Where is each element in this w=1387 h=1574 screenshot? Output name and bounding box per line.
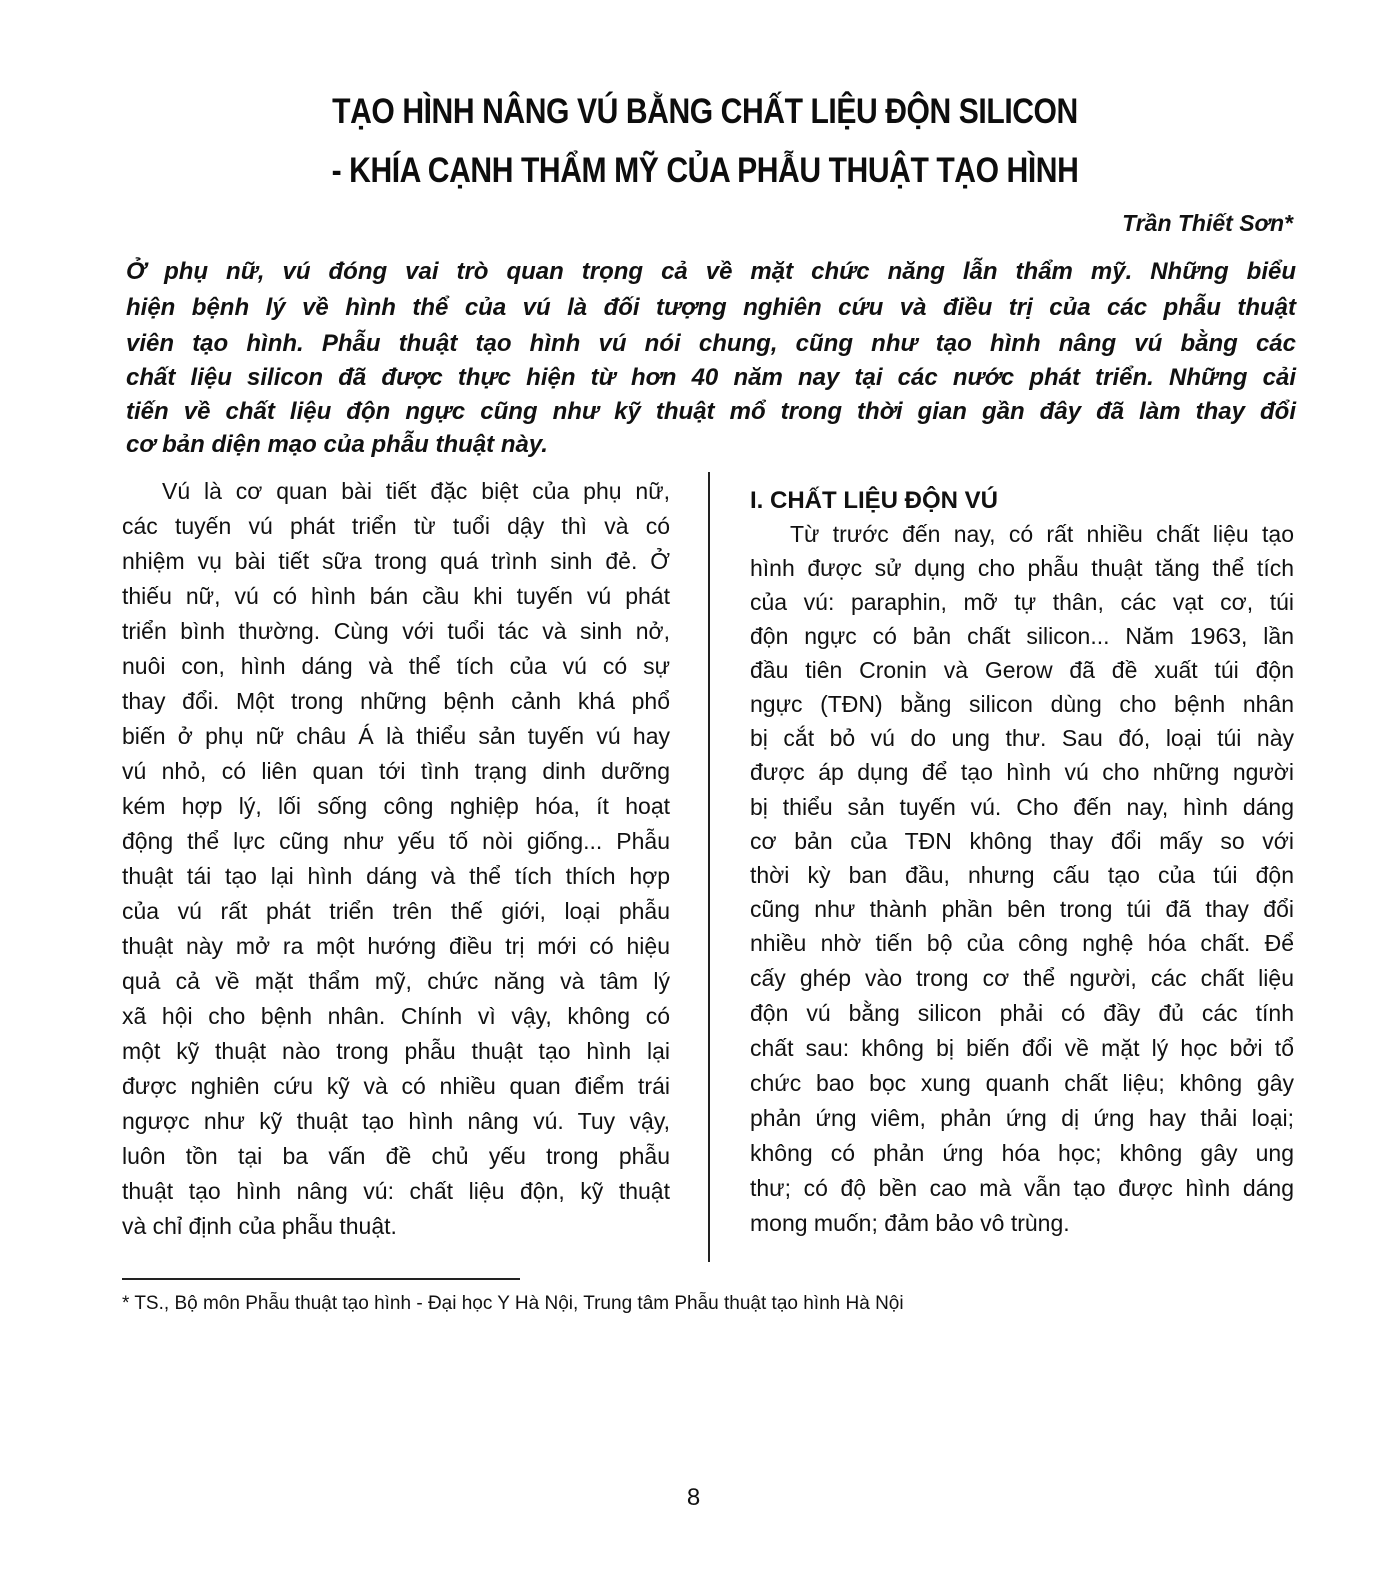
paragraph-line: quả cả về mặt thẩm mỹ, chức năng và tâm lý [122, 968, 670, 994]
paragraph-line: Từ trước đến nay, có rất nhiều chất liệu tạo [790, 521, 1294, 547]
paragraph-line: độn vú bằng silicon phải có đầy đủ các tính [750, 1000, 1294, 1026]
author-name: Trần Thiết Sơn* [1122, 210, 1293, 236]
paragraph-line: vú nhỏ, có liên quan tới tình trạng dinh dưỡng [122, 758, 670, 784]
paragraph-line: được nghiên cứu kỹ và có nhiều quan điểm trái [122, 1073, 670, 1099]
section-heading: I. CHẤT LIỆU ĐỘN VÚ [750, 487, 999, 514]
paragraph-line: ngược như kỹ thuật tạo hình nâng vú. Tuy vậy, [122, 1108, 670, 1134]
paragraph-line: nhiệm vụ bài tiết sữa trong quá trình sinh đẻ. Ở [122, 548, 670, 574]
title-line-1: TẠO HÌNH NÂNG VÚ BẰNG CHẤT LIỆU ĐỘN SILICON [332, 92, 1078, 131]
footnote: * TS., Bộ môn Phẫu thuật tạo hình - Đại học Y Hà Nội, Trung tâm Phẫu thuật tạo hình Hà Nội [122, 1293, 904, 1314]
title-line-2: - KHÍA CẠNH THẨM MỸ CỦA PHẪU THUẬT TẠO HÌNH [331, 151, 1079, 190]
paragraph-line: thời kỳ ban đầu, nhưng cấu tạo của túi độn [750, 862, 1294, 888]
paragraph-line: thư; có độ bền cao mà vẫn tạo được hình dáng [750, 1175, 1294, 1201]
paragraph-line: bị cắt bỏ vú do ung thư. Sau đó, loại túi này [750, 725, 1294, 751]
page-number: 8 [686, 1484, 701, 1511]
paragraph-line: một kỹ thuật nào trong phẫu thuật tạo hình lại [122, 1038, 670, 1064]
paragraph-line: Vú là cơ quan bài tiết đặc biệt của phụ nữ, [162, 478, 670, 504]
abstract-line: Ở phụ nữ, vú đóng vai trò quan trọng cả về mặt chức năng lẫn thẩm mỹ. Những biểu [126, 258, 1296, 285]
paragraph-line: luôn tồn tại ba vấn đề chủ yếu trong phẫu [122, 1143, 670, 1169]
abstract-line: viên tạo hình. Phẫu thuật tạo hình vú nói chung, cũng như tạo hình nâng vú bằng các [126, 330, 1296, 357]
paragraph-line: cấy ghép vào trong cơ thể người, các chất liệu [750, 965, 1294, 991]
paragraph-line: thuật tạo hình nâng vú: chất liệu độn, kỹ thuật [122, 1178, 670, 1204]
paragraph-line: của vú: paraphin, mỡ tự thân, các vạt cơ, túi [750, 589, 1294, 615]
paragraph-line: và chỉ định của phẫu thuật. [122, 1213, 397, 1239]
paragraph-line: bị thiểu sản tuyến vú. Cho đến nay, hình dáng [750, 794, 1294, 820]
paragraph-line: độn ngực có bản chất silicon... Năm 1963, lần [750, 623, 1294, 649]
paragraph-line: cũng như thành phần bên trong túi đã thay đổi [750, 896, 1294, 922]
paragraph-line: đầu tiên Cronin và Gerow đã đề xuất túi độn [750, 657, 1294, 683]
paragraph-line: ngực (TĐN) bằng silicon dùng cho bệnh nhân [750, 691, 1294, 717]
column-divider [708, 472, 710, 1262]
paragraph-line: chất sau: không bị biến đổi về mặt lý học bởi tổ [750, 1035, 1294, 1061]
paragraph-line: xã hội cho bệnh nhân. Chính vì vậy, không có [122, 1003, 670, 1029]
paragraph-line: các tuyến vú phát triển từ tuổi dậy thì và có [122, 513, 670, 539]
abstract-line: cơ bản diện mạo của phẫu thuật này. [126, 431, 548, 458]
paragraph-line: mong muốn; đảm bảo vô trùng. [750, 1210, 1070, 1236]
paragraph-line: cơ bản của TĐN không thay đổi mấy so với [750, 828, 1294, 854]
paragraph-line: của vú rất phát triển trên thế giới, loại phẫu [122, 898, 670, 924]
paragraph-line: thuật tái tạo lại hình dáng và thể tích thích hợp [122, 863, 670, 889]
abstract-line: hiện bệnh lý về hình thể của vú là đối tượng nghiên cứu và điều trị của các phẫu thuật [126, 294, 1296, 321]
paragraph-line: triển bình thường. Cùng với tuổi tác và sinh nở, [122, 618, 670, 644]
paragraph-line: thiếu nữ, vú có hình bán cầu khi tuyến vú phát [122, 583, 670, 609]
paragraph-line: chức bao bọc xung quanh chất liệu; không gây [750, 1070, 1294, 1096]
paragraph-line: động thể lực cũng như yếu tố nòi giống... Phẫu [122, 828, 670, 854]
paragraph-line: phản ứng viêm, phản ứng dị ứng hay thải loại; [750, 1105, 1294, 1131]
paragraph-line: thay đổi. Một trong những bệnh cảnh khá phổ [122, 688, 670, 714]
paragraph-line: kém hợp lý, lối sống công nghiệp hóa, ít hoạt [122, 793, 670, 819]
paragraph-line: nhiều nhờ tiến bộ của công nghệ hóa chất. Để [750, 930, 1294, 956]
paragraph-line: không có phản ứng hóa học; không gây ung [750, 1140, 1294, 1166]
footnote-rule [122, 1278, 520, 1280]
abstract-line: tiến về chất liệu độn ngực cũng như kỹ thuật mổ trong thời gian gần đây đã làm thay đổi [126, 398, 1296, 425]
paragraph-line: thuật này mở ra một hướng điều trị mới có hiệu [122, 933, 670, 959]
abstract-line: chất liệu silicon đã được thực hiện từ hơn 40 năm nay tại các nước phát triển. Những cải [126, 364, 1296, 391]
paragraph-line: hình được sử dụng cho phẫu thuật tăng thể tích [750, 555, 1294, 581]
paragraph-line: được áp dụng để tạo hình vú cho những người [750, 759, 1294, 785]
paragraph-line: nuôi con, hình dáng và thể tích của vú có sự [122, 653, 670, 679]
paragraph-line: biến ở phụ nữ châu Á là thiểu sản tuyến vú hay [122, 723, 670, 749]
